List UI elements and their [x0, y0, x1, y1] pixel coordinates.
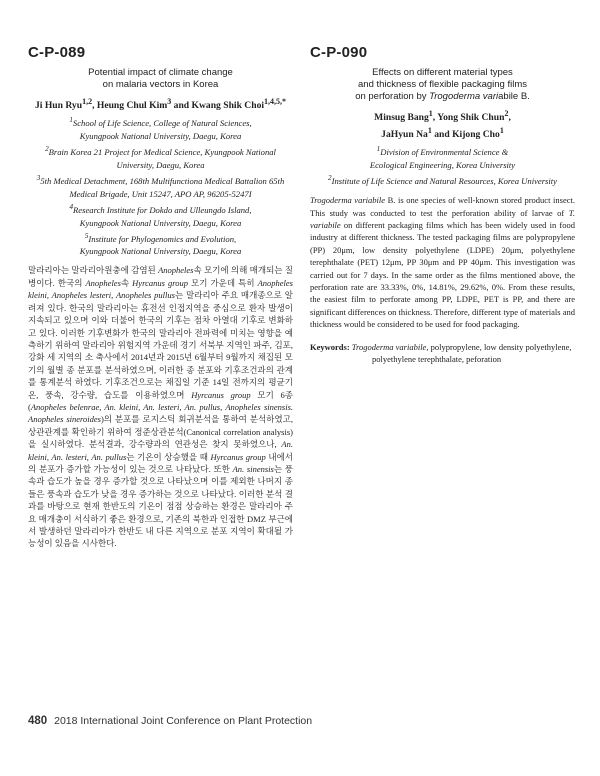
species-name: T. variabile — [310, 207, 575, 230]
title-line: Potential impact of climate change — [88, 67, 233, 78]
abstract-body — [28, 264, 293, 549]
body-text: 는 기온이 상승했을 때 — [126, 451, 211, 462]
species-name: Anopheles belenrae, An. kleini, An. lesteri, An. pullus, Anopheles sinensis. Anopheles sineroides — [28, 401, 293, 425]
body-text: 모기 가운데 특히 — [187, 277, 258, 288]
abstract-body — [310, 194, 575, 330]
species-name: Anopheles — [85, 277, 121, 288]
title-species: Trogoderma vari — [429, 91, 499, 102]
body-text: 말라리아는 말라리아원충에 감염된 — [28, 265, 159, 276]
author: and Kwang Shik Choi — [171, 100, 265, 112]
affil-sup: 1 — [376, 145, 381, 154]
body-text: 는 말라리아 주요 매개종으로 알려져 있다. 한국의 말라리아는 휴전선 인접지역을 중심으로 환자 발생이 지속되고 있으며 이와 더불어 한국의 기후는 점차 아열대 기후로 변화하고 있다. 이러한 기후변화가 한국의 말라리아 전파력에 미치는 영향을 예측하기 위하여 말라리아 위험지역 가운데 경기 서북부 지역인 파주, 김포, 강화 세 지역의 소 축사에서 2014년과 2015년 6월부터 9월까지 채집된 모기의 월별 종 분포를 분석하였으며, 이러한 종 분포와 기후조건과의 관계를 통계분석 하였다. 기후조건으로는 채집일 기준 14일 전까지의 평균기온, 풍속, 강수량, 습도를 이용하였으며 — [28, 290, 293, 400]
affil-sup: 5 — [84, 231, 89, 240]
affiliation: Kyungpook National University, Daegu, Korea — [79, 131, 242, 142]
body-text: B. is one species of well-known stored product insect. This study was conducted to test the perforation ability of larvae of — [310, 195, 575, 218]
title-line: on perforation by — [355, 91, 430, 102]
affiliations — [310, 143, 575, 188]
author-sup: 1 — [428, 109, 433, 118]
affil-sup: 2 — [328, 174, 332, 183]
affil-sup: 2 — [45, 145, 49, 154]
abstract-c-p-089 — [28, 44, 293, 550]
species-name: Anopheles kleini, Anopheles lesteri, Anopheles pullus — [28, 277, 293, 301]
author-list — [28, 95, 293, 112]
affiliation: Medical Brigade, Unit 15247, APO AP, 96205-5247I — [69, 188, 252, 199]
page-footer — [28, 715, 312, 727]
author-sup: 1 — [499, 126, 504, 136]
author: , Heung Chul Kim — [92, 100, 168, 112]
affiliation: School of Life Science, College of Natural Sciences, — [72, 118, 252, 129]
body-text: 속 — [120, 277, 133, 288]
author: , — [508, 112, 511, 124]
author: , Yong Shik Chun — [432, 112, 505, 124]
keywords-text: , polypropylene, low density polyethylene, polyethylene terephthalate, peforation — [372, 341, 572, 364]
affiliation: Institute for Phylogenomics and Evolution, — [88, 233, 237, 244]
title-line: and thickness of flexible packaging films — [358, 79, 527, 90]
abstract-c-p-090 — [310, 44, 575, 374]
author: JaHyun Na — [381, 129, 428, 141]
species-name: Hyrcanus group — [191, 389, 251, 400]
keywords — [310, 341, 575, 366]
species-name: Trogoderma variabile — [310, 195, 385, 206]
affil-sup: 1 — [69, 116, 73, 125]
body-text: 속 모기에 의해 매개되는 질병이다. 한국의 — [28, 265, 293, 288]
affiliation: Brain Korea 21 Project for Medical Science, Kyungpook National — [48, 146, 276, 157]
author-sup: 1,4,5,* — [264, 97, 287, 106]
body-text: 는 풍속과 습도가 높을 경우 증가할 것으로 나타났으며 이를 제외한 나머지 종들은 풍속과 습도가 낮을 경우 증가하는 것으로 나타났다. 이러한 분석 결과를 바탕으로 현재 한반도의 기온이 점점 상승하는 환경은 말라리아 주요 매개충이 서식하기 좋은 환경으로, 기존의 북한과 인접한 DMZ 부근에서 발생하던 말라리아가 한반도 내 다른 지역으로 분포 지역이 확대될 가능성이 있음을 시사한다. — [28, 463, 293, 549]
affiliation: Institute of Life Science and Natural Resources, Korea University — [331, 176, 557, 187]
body-text: 내에서의 분포가 증가할 가능성이 있는 것으로 나타났다. 또한 — [28, 451, 294, 474]
body-text: )의 분포를 로지스틱 회귀분석을 통하여 분석하였고, 상관관계를 확인하기 위하여 정준상관분석(Canonical correlation analysis)을 실시하였다. 분석결과, 강수량과의 연관성은 찾지 못하였으나, — [28, 414, 293, 450]
author-sup: 1,2 — [82, 97, 93, 106]
species-name: An. kleini, An. lesteri, An. pullus — [28, 439, 293, 462]
affiliation: 5th Medical Detachment, 168th Multifunctiona Medical Battalion 65th — [40, 175, 285, 186]
species-name: Anopheles — [158, 265, 194, 276]
author-sup: 1 — [427, 126, 432, 136]
abstract-code: C-P-089 — [28, 44, 86, 61]
title-line: Effects on different material types — [372, 67, 513, 78]
title-line: abile B. — [498, 91, 530, 102]
author: Ji Hun Ryu — [34, 100, 83, 112]
author-sup: 2 — [504, 109, 509, 118]
species-name: Hyrcanus group — [132, 277, 188, 288]
affil-sup: 3 — [36, 173, 41, 182]
affil-sup: 4 — [69, 202, 74, 211]
title-line: on malaria vectors in Korea — [102, 79, 219, 90]
body-text: on different packaging films which has been widely used in food industry at different thickness. The tested packaging films are polypropylene (PP) 20μm, low density polyethylene (LDPE) 20μm, polyethylene terephthalate (PET) 12μm, PP 30μm and PP 40μm. This investigation was carried out for 7 days. In the same order as the films mentioned above, the perforation rate are 33.33%, 0%, 14.81%, 29.62%, 0%. From these results, the easiest film to perforate among PP, LDPE, PET is PP, and there are significant differences on thickness. Therefore, different type of materials and thickness would be considered to be used for food packaging. — [310, 219, 575, 330]
species-name: An. sinensis — [232, 463, 274, 474]
affiliation: Ecological Engineering, Korea University — [369, 160, 516, 171]
abstract-title — [310, 67, 575, 103]
author-sup: 3 — [167, 97, 172, 106]
keyword-species: Trogoderma variabile — [351, 341, 427, 352]
conference-name: 2018 International Joint Conference on Plant Protection — [54, 715, 313, 727]
affiliations — [28, 114, 293, 258]
affiliation: University, Daegu, Korea — [116, 159, 205, 170]
page-number: 480 — [28, 715, 48, 727]
author: Minsug Bang — [374, 112, 429, 124]
keywords-label: Keywords: — [310, 341, 350, 352]
abstract-code: C-P-090 — [310, 44, 368, 61]
author: and Kijong Cho — [431, 129, 500, 141]
affiliation: Division of Environmental Science & — [380, 147, 509, 158]
author-list — [310, 107, 575, 141]
affiliation: Research Institute for Dokdo and Ulleungdo Island, — [73, 204, 252, 215]
affiliation: Kyungpook National University, Daegu, Korea — [79, 246, 242, 257]
species-name: Hyrcanus group — [210, 451, 266, 462]
affiliation: Kyungpook National University, Daegu, Korea — [79, 217, 242, 228]
abstract-title — [28, 67, 293, 91]
body-text: 모기 6종( — [28, 389, 293, 412]
